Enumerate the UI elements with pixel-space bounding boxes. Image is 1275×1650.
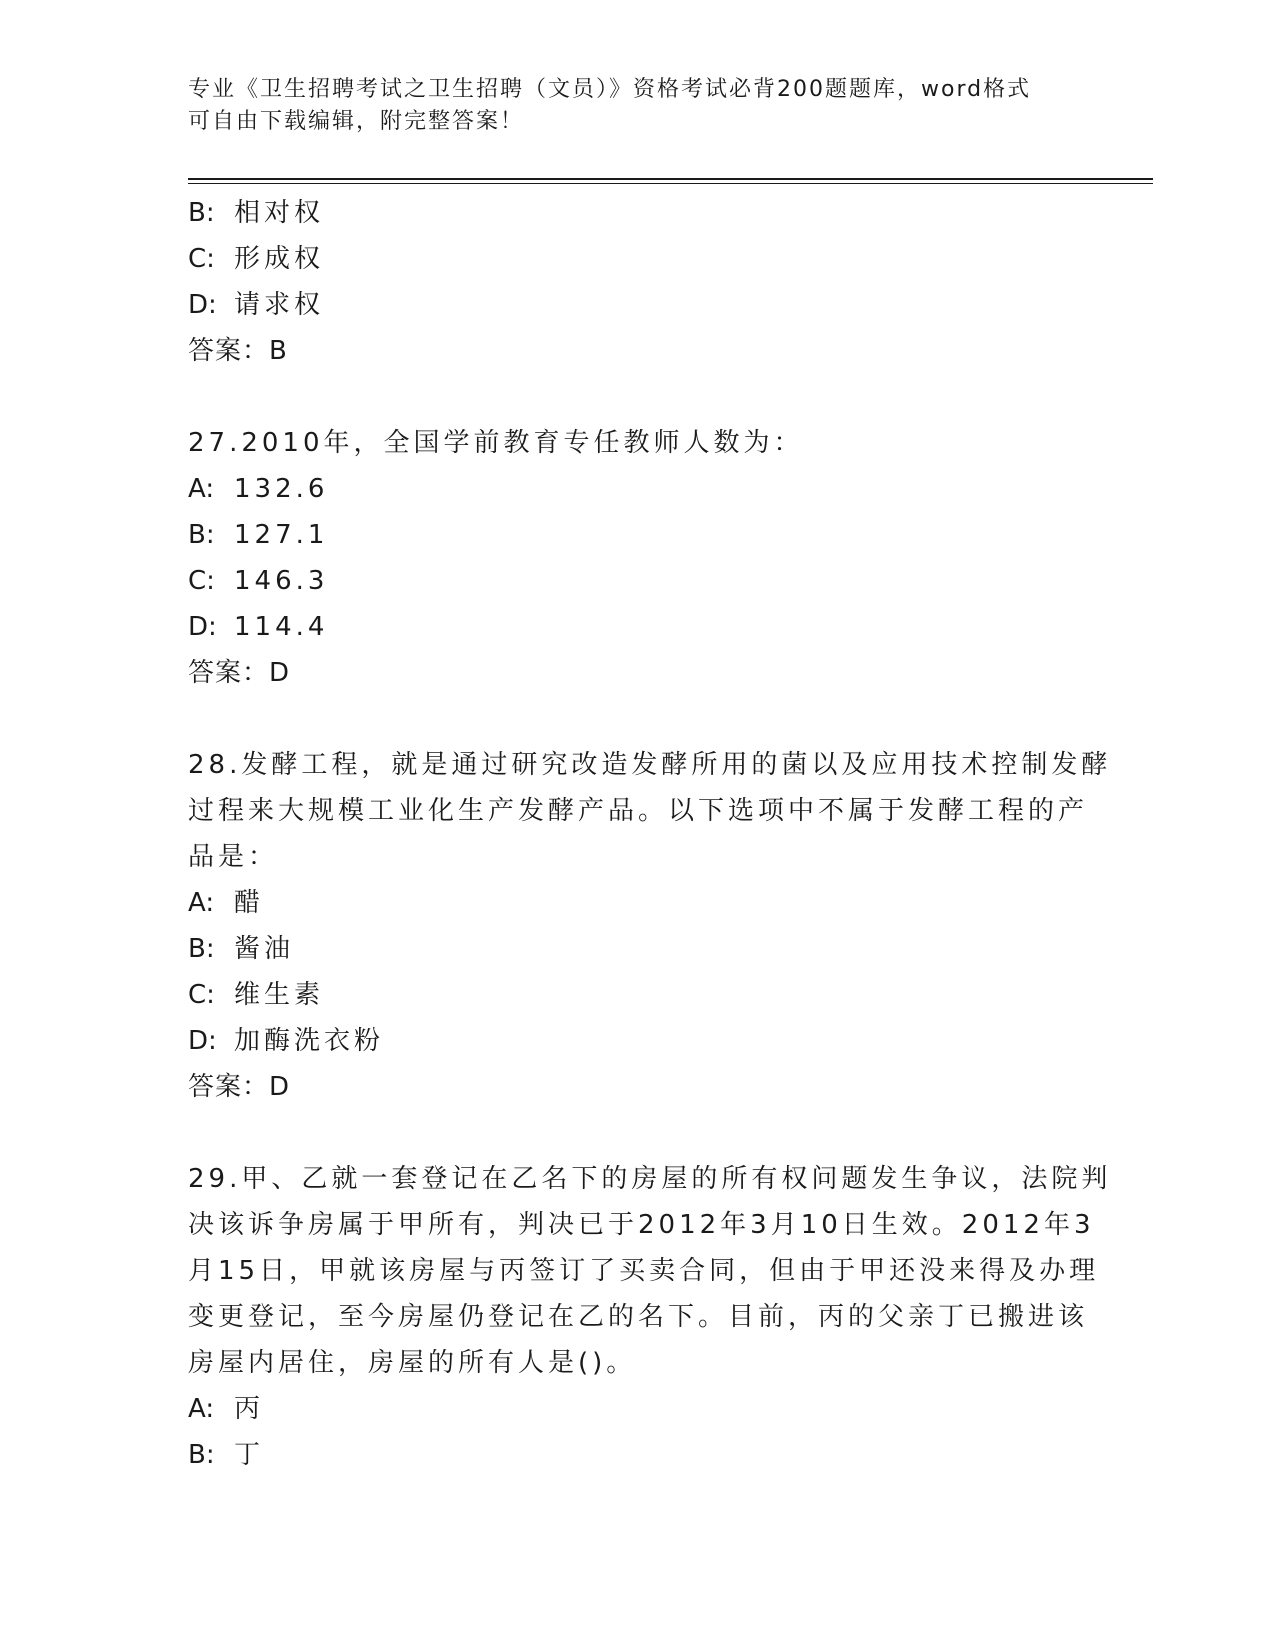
option-key: A: [188, 888, 215, 918]
question-29 [188, 1156, 1112, 1478]
question-text: 房屋内居住，房屋的所有人是()。 [188, 1348, 637, 1378]
option-key: D: [188, 290, 217, 320]
option-text: 形成权 [234, 244, 325, 274]
question-text: 过程来大规模工业化生产发酵产品。以下选项中不属于发酵工程的产 [188, 796, 1089, 826]
option-text: 维生素 [234, 980, 325, 1010]
document-header [188, 74, 1088, 138]
option-key: C: [188, 244, 215, 274]
option [188, 604, 1088, 650]
option [188, 466, 1088, 512]
option [188, 190, 1088, 236]
option-text: 相对权 [234, 198, 325, 228]
header-divider [188, 178, 1153, 180]
option [188, 1018, 1088, 1064]
option-key: C: [188, 566, 215, 596]
option-text: 114.4 [234, 612, 329, 642]
option [188, 558, 1088, 604]
option [188, 1386, 1088, 1432]
header-divider-thin [188, 183, 1153, 184]
option-key: A: [188, 474, 215, 504]
option-key: A: [188, 1394, 215, 1424]
option [188, 282, 1088, 328]
option-text: 丙 [234, 1394, 265, 1424]
option-key: B: [188, 1440, 215, 1470]
option-key: D: [188, 612, 217, 642]
spacer [188, 374, 1088, 420]
question-text: 月15日，甲就该房屋与丙签订了买卖合同，但由于甲还没来得及办理 [188, 1256, 1100, 1286]
spacer [188, 1110, 1088, 1156]
question-text: 决该诉争房属于甲所有，判决已于2012年3月10日生效。2012年3 [188, 1210, 1095, 1240]
option-text: 醋 [234, 888, 265, 918]
answer: 答案：D [188, 1072, 291, 1102]
option-key: B: [188, 198, 215, 228]
question-text: 29.甲、乙就一套登记在乙名下的房屋的所有权问题发生争议，法院判 [188, 1164, 1112, 1194]
answer: 答案：B [188, 336, 288, 366]
option [188, 972, 1088, 1018]
option-text: 127.1 [234, 520, 329, 550]
option [188, 236, 1088, 282]
option-key: B: [188, 520, 215, 550]
question-27 [188, 420, 1088, 696]
option-key: D: [188, 1026, 217, 1056]
option-text: 酱油 [234, 934, 295, 964]
question-content [188, 190, 1112, 1478]
spacer [188, 696, 1088, 742]
option-text: 丁 [234, 1440, 265, 1470]
option [188, 512, 1088, 558]
option-text: 146.3 [234, 566, 329, 596]
answer: 答案：D [188, 658, 291, 688]
question-28 [188, 742, 1112, 1110]
question-text: 变更登记，至今房屋仍登记在乙的名下。目前，丙的父亲丁已搬进该 [188, 1302, 1089, 1332]
option [188, 1432, 1088, 1478]
question-text: 28.发酵工程，就是通过研究改造发酵所用的菌以及应用技术控制发酵 [188, 750, 1112, 780]
option [188, 926, 1088, 972]
option-key: B: [188, 934, 215, 964]
option-text: 132.6 [234, 474, 329, 504]
header-line-2: 可自由下载编辑，附完整答案！ [188, 109, 525, 134]
option-text: 加酶洗衣粉 [234, 1026, 385, 1056]
header-line-1: 专业《卫生招聘考试之卫生招聘（文员）》资格考试必背200题题库，word格式 [188, 77, 1032, 102]
question-text: 27.2010年，全国学前教育专任教师人数为： [188, 428, 804, 458]
option [188, 880, 1088, 926]
question-26-tail [188, 190, 1088, 374]
option-key: C: [188, 980, 215, 1010]
question-text: 品是： [188, 842, 279, 872]
option-text: 请求权 [234, 290, 325, 320]
